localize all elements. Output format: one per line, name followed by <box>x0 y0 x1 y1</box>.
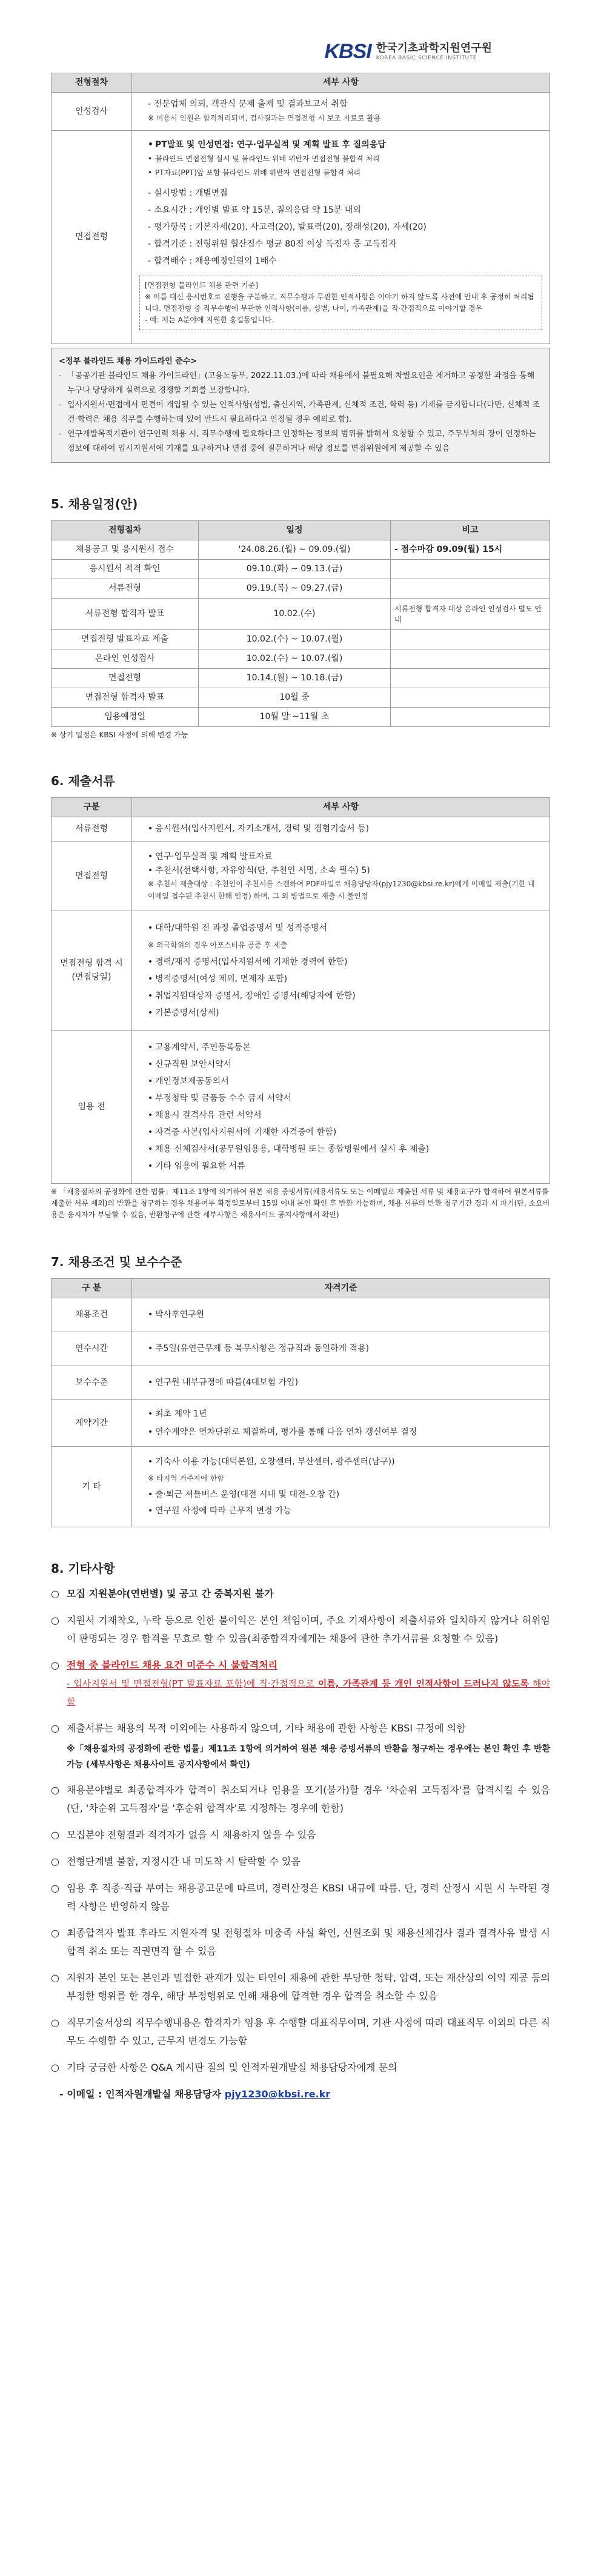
row-label: 면접전형 합격 시 (면접당일) <box>51 911 132 1031</box>
table-row <box>51 1031 550 1184</box>
row-label: 보수수준 <box>51 1366 132 1400</box>
table-row <box>51 579 550 599</box>
list-item: • 병적증명서(여성 제외, 면제자 포함) <box>148 971 542 988</box>
documents-note: ※ 「채용절차의 공정화에 관한 법률」제11조 1항에 의거하여 원본 채용 증빙서류(채용서류도 또는 이메일로 제출된 서류 및 채용요구가 합격하여 원본서류를 제출한 서류 제외)의 반환을 청구하는 경우 채용여부 확정일로부터 15일 이내 본인 확인 후 반환 가능하며, 채용 서류의 반환 청구기간 경과 시 파기(단, 소요비용은 응시자가 부담할 수 있음, 반환청구에 관한 세부사항은 채용사이트 공지사항에서 확인) <box>51 1187 550 1219</box>
list-item: • 주5일(유연근무제 등 복무사항은 정규직과 동일하게 적용) <box>148 1342 542 1356</box>
list-item: • 채용시 결격사유 관련 서약서 <box>148 1107 542 1124</box>
contact-line <box>51 2085 550 2103</box>
misc-item: ○ 모집 지원분야(연번별) 및 공고 간 중복지원 불가 <box>51 1585 550 1603</box>
row-label: 계약기간 <box>51 1400 132 1447</box>
section-title-documents: 6. 제출서류 <box>51 774 115 788</box>
schedule-table <box>51 520 550 727</box>
misc-item <box>51 1656 550 1711</box>
cell: '24.08.26.(월) ~ 09.09.(월) <box>199 540 391 560</box>
blind-criteria-box <box>139 276 542 330</box>
table-row <box>51 649 550 669</box>
list-item: • 블라인드 면접전형 실시 및 블라인드 위배 위반자 면접전형 불합격 처리 <box>148 152 542 166</box>
cell: 09.10.(화) ~ 09.13.(금) <box>199 560 391 579</box>
misc-item: ○ 채용분야별로 최종합격자가 합격이 취소되거나 임용을 포기(불가)할 경우 '차순위 고득점자'를 합격시킬 수 있음(단, '차순위 고득점자'를 '후순위 합격자'로 지정하는 경우에 한함) <box>51 1781 550 1817</box>
table-row <box>51 1447 550 1527</box>
cell <box>391 688 550 708</box>
list-item: • 경력/재직 증명서(입사지원서에 기재한 경력에 한함) <box>148 954 542 971</box>
criteria-title: [면접전형 블라인드 채용 관련 기준] <box>145 281 258 290</box>
cell: - 접수마감 09.09(월) 15시 <box>391 540 550 560</box>
list-item: • 추천서(선택사항, 자유양식(단, 추천인 서명, 소속 필수) 5) <box>148 864 542 878</box>
cell: 10월 중 <box>199 688 391 708</box>
list-item: • 연구원 내부규정에 따름(4대보험 가입) <box>148 1376 542 1390</box>
misc-item: ○ 지원서 기재착오, 누락 등으로 인한 불이익은 본인 책임이며, 주요 기재사항이 제출서류와 일치하지 않거나 허위임이 판명되는 경우 합격을 무효로 할 수 있음(최종합격자에게는 채용에 관한 추가서류를 요청할 수 있음) <box>51 1612 550 1648</box>
org-name-ko: 한국기초과학지원연구원 <box>376 41 492 55</box>
list-item: - 평가항목 : 기본자세(20), 사고력(20), 발표력(20), 장래성(20), 자세(20) <box>148 219 542 236</box>
table-row <box>51 560 550 579</box>
misc-item: ○ 모집분야 전형결과 적격자가 없을 시 채용하지 않을 수 있음 <box>51 1826 550 1844</box>
cell <box>391 560 550 579</box>
list-item: • 연구·업무실적 및 계획 발표자료 <box>148 850 542 864</box>
list-item: - 전문업체 의뢰, 객관식 문제 출제 및 결과보고서 취합 <box>148 98 542 111</box>
note: ※ 외국학위의 경우 아포스티유 공증 후 제출 <box>148 941 288 949</box>
table-row <box>51 669 550 688</box>
cell <box>391 630 550 649</box>
list-item: • 응시원서(입사지원서, 자기소개서, 경력 및 경험기술서 등) <box>148 822 542 836</box>
cell: 10월 말 ~11월 초 <box>199 708 391 727</box>
misc-item: ○ 최종합격자 발표 후라도 지원자격 및 전형절차 미충족 사실 확인, 신원조회 및 채용신체검사 결과 결격사유 발생 시 합격 취소 또는 직권면직 할 수 있음 <box>51 1924 550 1960</box>
table-row <box>51 630 550 649</box>
list-item: • 연수계약은 연차단위로 체결하며, 평가를 통해 다음 연차 갱신여부 결정 <box>148 1423 542 1441</box>
misc-item: ○ 지원자 본인 또는 본인과 밀접한 관계가 있는 타인이 채용에 관한 부당한 청탁, 압력, 또는 재산상의 이익 제공 등의 부정한 행위를 한 경우, 해당 부정행위로 인해 채용에 합격한 경우 합격을 취소할 수 있음 <box>51 1969 550 2005</box>
blind-guideline-box <box>51 348 550 463</box>
table-row <box>51 1332 550 1366</box>
misc-item: ○ 기타 궁금한 사항은 Q&A 게시판 질의 및 인적자원개발실 채용담당자에게 문의 <box>51 2059 550 2077</box>
table-row <box>51 540 550 560</box>
contact-label: - 이메일 : 인적자원개발실 채용담당자 <box>59 2088 225 2100</box>
table-row <box>51 1400 550 1447</box>
cell <box>391 669 550 688</box>
cell: 09.19.(목) ~ 09.27.(금) <box>199 579 391 599</box>
list-item: • 부정청탁 및 금품등 수수 금지 서약서 <box>148 1090 542 1107</box>
cell: 임용예정일 <box>51 708 199 727</box>
misc-section <box>51 1585 550 2103</box>
table-row <box>51 911 550 1031</box>
col-header: 일정 <box>199 521 391 540</box>
guide-item: - 「공공기관 블라인드 채용 가이드라인」(고용노동부, 2022.11.03.)에 따라 채용에서 불필요해 차별요인을 제거하고 공정한 과정을 통해 누구나 당당하게 실력으로 경쟁할 기회를 보장합니다. <box>59 369 542 398</box>
col-header: 비고 <box>391 521 550 540</box>
col-header: 세부 사항 <box>132 798 550 817</box>
list-item: • 신규직원 보안서약서 <box>148 1056 542 1073</box>
list-item: • 대학/대학원 전 과정 졸업증명서 및 성적증명서 <box>148 920 542 937</box>
col-stage: 전형절차 <box>51 73 132 93</box>
row-label: 기 타 <box>51 1447 132 1527</box>
cell: 면접전형 발표자료 제출 <box>51 630 199 649</box>
table-row <box>51 93 550 131</box>
guide-item: - 연구개발목적기관이 연구인력 채용 시, 직무수행에 필요하다고 인정하는 정보의 범위를 밝혀서 요청할 수 있고, 주무부처의 장이 인정하는 정보에 대하여 입시지원서에 기재를 요구하거나 면접 중에 질문하거나 해당 정보를 면접위원에게 제공할 수 있음 <box>59 427 542 456</box>
misc-item: ○ 전형단계별 불참, 지정시간 내 미도착 시 탈락할 수 있음 <box>51 1853 550 1871</box>
section-title-misc: 8. 기타사항 <box>51 1561 115 1576</box>
col-header: 자격기준 <box>132 1279 550 1298</box>
list-item: - 실시방법 : 개별면접 <box>148 185 542 202</box>
blind-warning: 전형 중 블라인드 채용 요건 미준수 시 불합격처리 <box>67 1659 278 1671</box>
row-label: 채용조건 <box>51 1298 132 1332</box>
misc-note: ※「채용절차의 공정화에 관한 법률」제11조 1항에 의거하여 원본 채용 증빙서류의 반환을 청구하는 경우에는 본인 확인 후 반환 가능 (세부사항은 채용사이트 공지사항에서 확인) <box>67 1744 550 1770</box>
list-item: • 기숙사 이용 가능(대덕본원, 오창센터, 부산센터, 광주센터(남구)) <box>148 1454 542 1470</box>
misc-item <box>51 1719 550 1773</box>
list-item: • 최초 계약 1년 <box>148 1405 542 1423</box>
list-item: • 박사후연구원 <box>148 1308 542 1322</box>
cell: 10.02.(수) ~ 10.07.(월) <box>199 630 391 649</box>
section-title-conditions: 7. 채용조건 및 보수수준 <box>51 1255 182 1269</box>
row-label: 면접전형 <box>51 842 132 911</box>
list-item: • 기본증명서(상세) <box>148 1004 542 1021</box>
col-header: 구분 <box>51 798 132 817</box>
misc-text: 제출서류는 채용의 목적 이외에는 사용하지 않으며, 기타 채용에 관한 사항은 KBSI 규정에 의함 <box>67 1722 466 1734</box>
list-item: - 합격배수 : 채용예정인원의 1배수 <box>148 253 542 270</box>
contact-email-link[interactable]: pjy1230@kbsi.re.kr <box>224 2088 331 2100</box>
cell: 10.02.(수) <box>199 599 391 630</box>
list-item: - 소요시간 : 개인별 발표 약 15분, 질의응답 약 15분 내외 <box>148 202 542 219</box>
stage-aptitude: 인성검사 <box>51 93 132 131</box>
col-header: 전형절차 <box>51 521 199 540</box>
list-item: • PT자료(PPT)앞 포함 블라인드 위배 위반자 면접전형 불합격 처리 <box>148 166 542 180</box>
table-row <box>51 708 550 727</box>
table-row <box>51 817 550 842</box>
guide-title: <정부 블라인드 채용 가이드라인 준수> <box>59 357 198 366</box>
cell: 서류전형 합격자 대상 온라인 인성검사 별도 안내 <box>391 599 550 630</box>
cell: 면접전형 <box>51 669 199 688</box>
criteria-line: - 예: 저는 A분야에 지원한 홍길동입니다. <box>145 316 274 324</box>
cell: 온라인 인성검사 <box>51 649 199 669</box>
row-label: 연수시간 <box>51 1332 132 1366</box>
list-item: • PT발표 및 인성면접: 연구·업무실적 및 계획 발표 후 질의응답 <box>148 138 542 152</box>
procedure-table <box>51 73 550 344</box>
table-row <box>51 599 550 630</box>
list-item: • 출·퇴근 셔틀버스 운영(대전 시내 및 대전-오창 간) <box>148 1487 542 1503</box>
cell: 응시원서 적격 확인 <box>51 560 199 579</box>
criteria-line: ※ 이름 대신 응시번호로 진행을 구분하고, 직무수행과 무관한 인적사항은 이야기 하지 않도록 사전에 안내 후 공정히 처리됩니다. 면접전형 중 직무수행에 무관한 인적사항(이름, 성별, 나이, 가족관계)을 직·간접적으로 이야기할 경우 <box>145 293 534 313</box>
warning-text: - 입사지원서 및 면접전형(PT 발표자료 포함)에 직·간접적으로 <box>67 1678 318 1689</box>
cell: 서류전형 <box>51 579 199 599</box>
table-row <box>51 688 550 708</box>
cell: 10.14.(월) ~ 10.18.(금) <box>199 669 391 688</box>
cell <box>391 708 550 727</box>
misc-item: ○ 임용 후 직종·직급 부여는 채용공고문에 따르며, 경력산정은 KBSI 내규에 따름. 단, 경력 산정시 지원 시 누락된 경력 사항은 반영하지 않음 <box>51 1879 550 1916</box>
col-header: 구 분 <box>51 1279 132 1298</box>
list-item: • 연구원 사정에 따라 근무지 변경 가능 <box>148 1503 542 1519</box>
stage-interview: 면접전형 <box>51 131 132 344</box>
list-item: • 자격증 사본(입사지원서에 기재한 자격증에 한함) <box>148 1124 542 1141</box>
header <box>51 0 550 73</box>
schedule-note: ※ 상기 일정은 KBSI 사정에 의해 변경 가능 <box>51 731 188 739</box>
cell: 면접전형 합격자 발표 <box>51 688 199 708</box>
table-row <box>51 131 550 344</box>
note: ※ 추천서 제출대상 : 추천인이 추천서를 스캔하여 PDF파일로 채용담당자(pjy1230@kbsi.re.kr)에게 이메일 제출(기한 내 이메일 접수된 추천서 한해 인정) 하며, 그 외 방법으로 제출 시 불인정 <box>148 880 535 900</box>
col-detail: 세부 사항 <box>132 73 550 93</box>
org-name-en: KOREA BASIC SCIENCE INSTITUTE <box>376 55 477 61</box>
warning-text: 해야 함 <box>67 1678 550 1707</box>
table-row <box>51 1298 550 1332</box>
cell <box>391 649 550 669</box>
note: ※ 미응시 인원은 합격처리되며, 검사결과는 면접전형 시 보조 자료로 활용 <box>148 114 381 122</box>
cell <box>391 579 550 599</box>
row-label: 임용 전 <box>51 1031 132 1184</box>
misc-item: ○ 직무기술서상의 직무수행내용은 합격자가 임용 후 수행할 대표직무이며, 기관 사정에 따라 대표직무 이외의 다른 직무도 수행할 수 있고, 근무지 변경도 가능함 <box>51 2014 550 2050</box>
cell: 10.02.(수) ~ 10.07.(월) <box>199 649 391 669</box>
list-item: • 고용계약서, 주민등록등본 <box>148 1039 542 1056</box>
conditions-table <box>51 1278 550 1527</box>
list-item: - 합격기준 : 전형위원 협산점수 평균 80점 이상 득점자 중 고득점자 <box>148 236 542 253</box>
cell: 서류전형 합격자 발표 <box>51 599 199 630</box>
list-item: • 취업지원대상자 증명서, 장애인 증명서(해당자에 한함) <box>148 988 542 1004</box>
list-item: • 기타 임용에 필요한 서류 <box>148 1158 542 1175</box>
guide-item: - 입사지원서·면접에서 편견이 개입될 수 있는 인적사항(성별, 출신지역, 가족관계, 신체적 조건, 학력 등) 기재를 금지합니다(다만, 신체적 조건·학력은 채용 직무를 수행하는데 있어 반드시 필요하다고 인정될 경우 예외로 함). <box>59 398 542 427</box>
row-label: 서류전형 <box>51 817 132 842</box>
table-row <box>51 1366 550 1400</box>
list-item: • 채용 신체검사서(공무원임용용, 대학병원 또는 종합병원에서 실시 후 제출) <box>148 1141 542 1158</box>
table-row <box>51 842 550 911</box>
blind-warning-detail <box>67 1675 550 1711</box>
documents-table <box>51 797 550 1184</box>
note: ※ 타지역 거주자에 한함 <box>148 1474 224 1482</box>
logo-mark: KBSI <box>324 40 371 63</box>
kbsi-logo <box>324 40 492 64</box>
warning-text-bold: 이름, 가족관계 등 개인 인적사항이 드러나지 않도록 <box>317 1678 530 1689</box>
list-item: • 개인정보제공동의서 <box>148 1073 542 1090</box>
cell: 채용공고 및 응시원서 접수 <box>51 540 199 560</box>
section-title-schedule: 5. 채용일정(안) <box>51 497 138 511</box>
